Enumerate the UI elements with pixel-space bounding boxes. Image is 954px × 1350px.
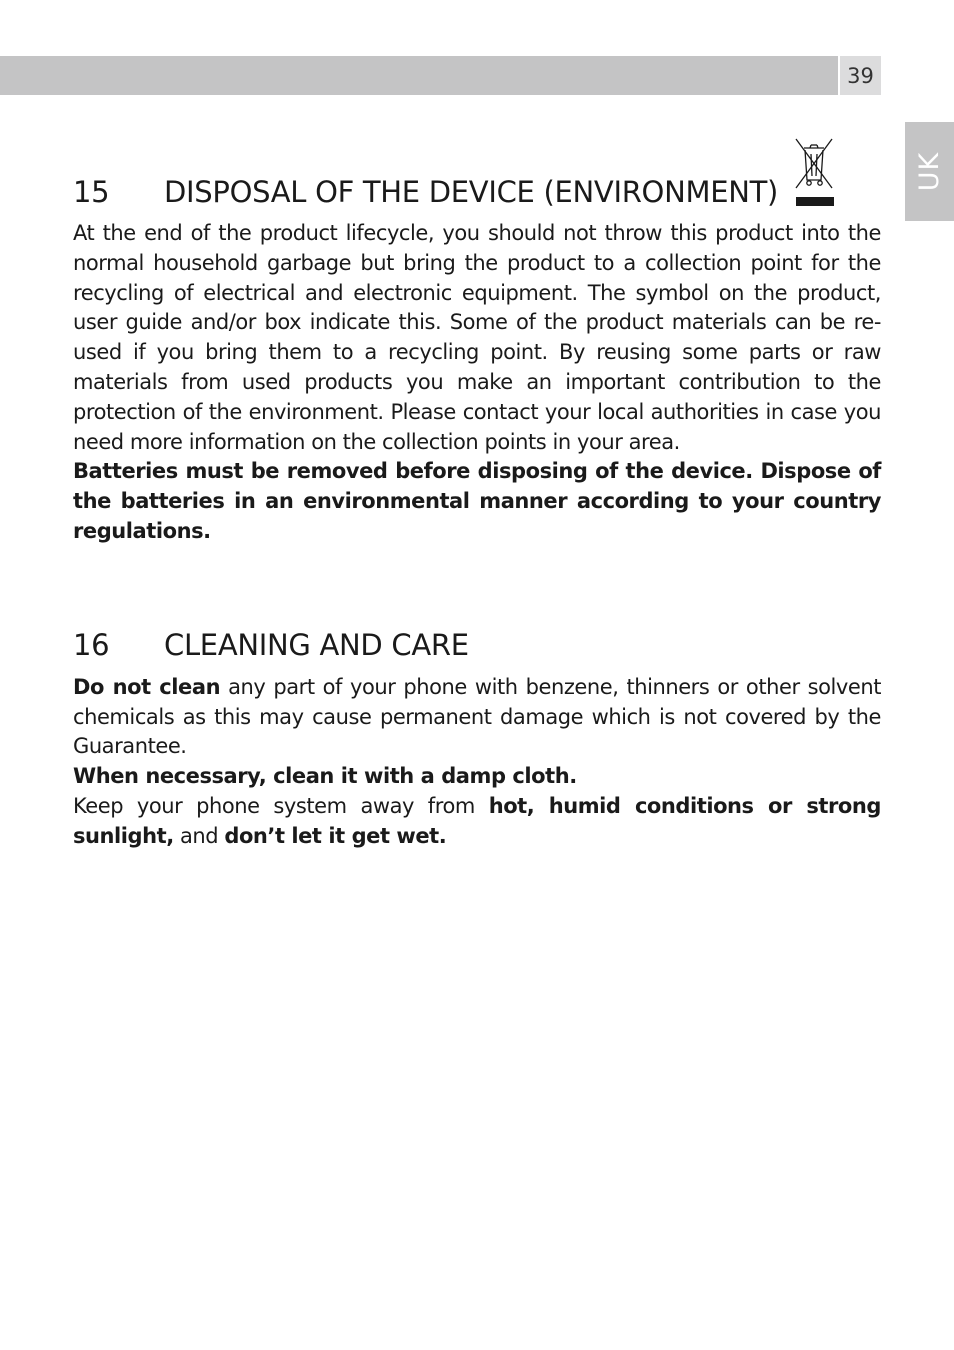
battery-warning-text: Batteries must be removed before disposing of the device. Dispose of the batteries in an environmental manner according to your country regulations. — [73, 459, 881, 543]
language-tab-label: UK — [914, 151, 945, 192]
do-not-clean-label: Do not clean — [73, 674, 221, 699]
section-number: 16 — [73, 628, 110, 662]
damp-cloth-instruction: When necessary, clean it with a damp cloth. — [73, 764, 577, 789]
cleaning-paragraph-2 — [73, 762, 881, 792]
header-bar — [0, 56, 838, 95]
wet-warning: don’t let it get wet. — [224, 823, 447, 848]
keep-away-text: Keep your phone system away from — [73, 793, 489, 818]
cleaning-paragraph-1 — [73, 673, 881, 762]
section-title: CLEANING AND CARE — [164, 628, 469, 662]
section-heading-disposal — [73, 134, 881, 210]
section-heading-cleaning — [73, 628, 881, 663]
weee-crossed-bin-icon — [792, 136, 836, 208]
and-text: and — [173, 823, 225, 848]
section-number: 15 — [73, 175, 110, 210]
language-tab — [905, 122, 954, 221]
section-title: DISPOSAL OF THE DEVICE (ENVIRONMENT) — [164, 175, 779, 210]
page-number: 39 — [840, 56, 881, 95]
section-disposal — [73, 134, 881, 547]
cleaning-paragraph-3 — [73, 792, 881, 852]
cleaning-text: any part of your phone with benzene, thinners or other solvent chemicals as this may cause permanent damage which is not covered by the Guarantee. — [73, 674, 881, 759]
battery-warning — [73, 457, 881, 546]
section-cleaning — [73, 628, 881, 852]
conditions-warning: hot, humid conditions or strong sunlight, — [73, 793, 881, 848]
disposal-paragraph: At the end of the product lifecycle, you should not throw this product into the normal household garbage but bring the product to a collection point for the recycling of electrical and electronic equipment. The symbol on the product, user guide and/or box indicate this. Some of the product materials can be re-used if you bring them to a recycling point. By reusing some parts or raw materials from used products you make an important contribution to the protection of the environment. Please contact your local authorities in case you need more information on the collection points in your area. — [73, 221, 881, 454]
